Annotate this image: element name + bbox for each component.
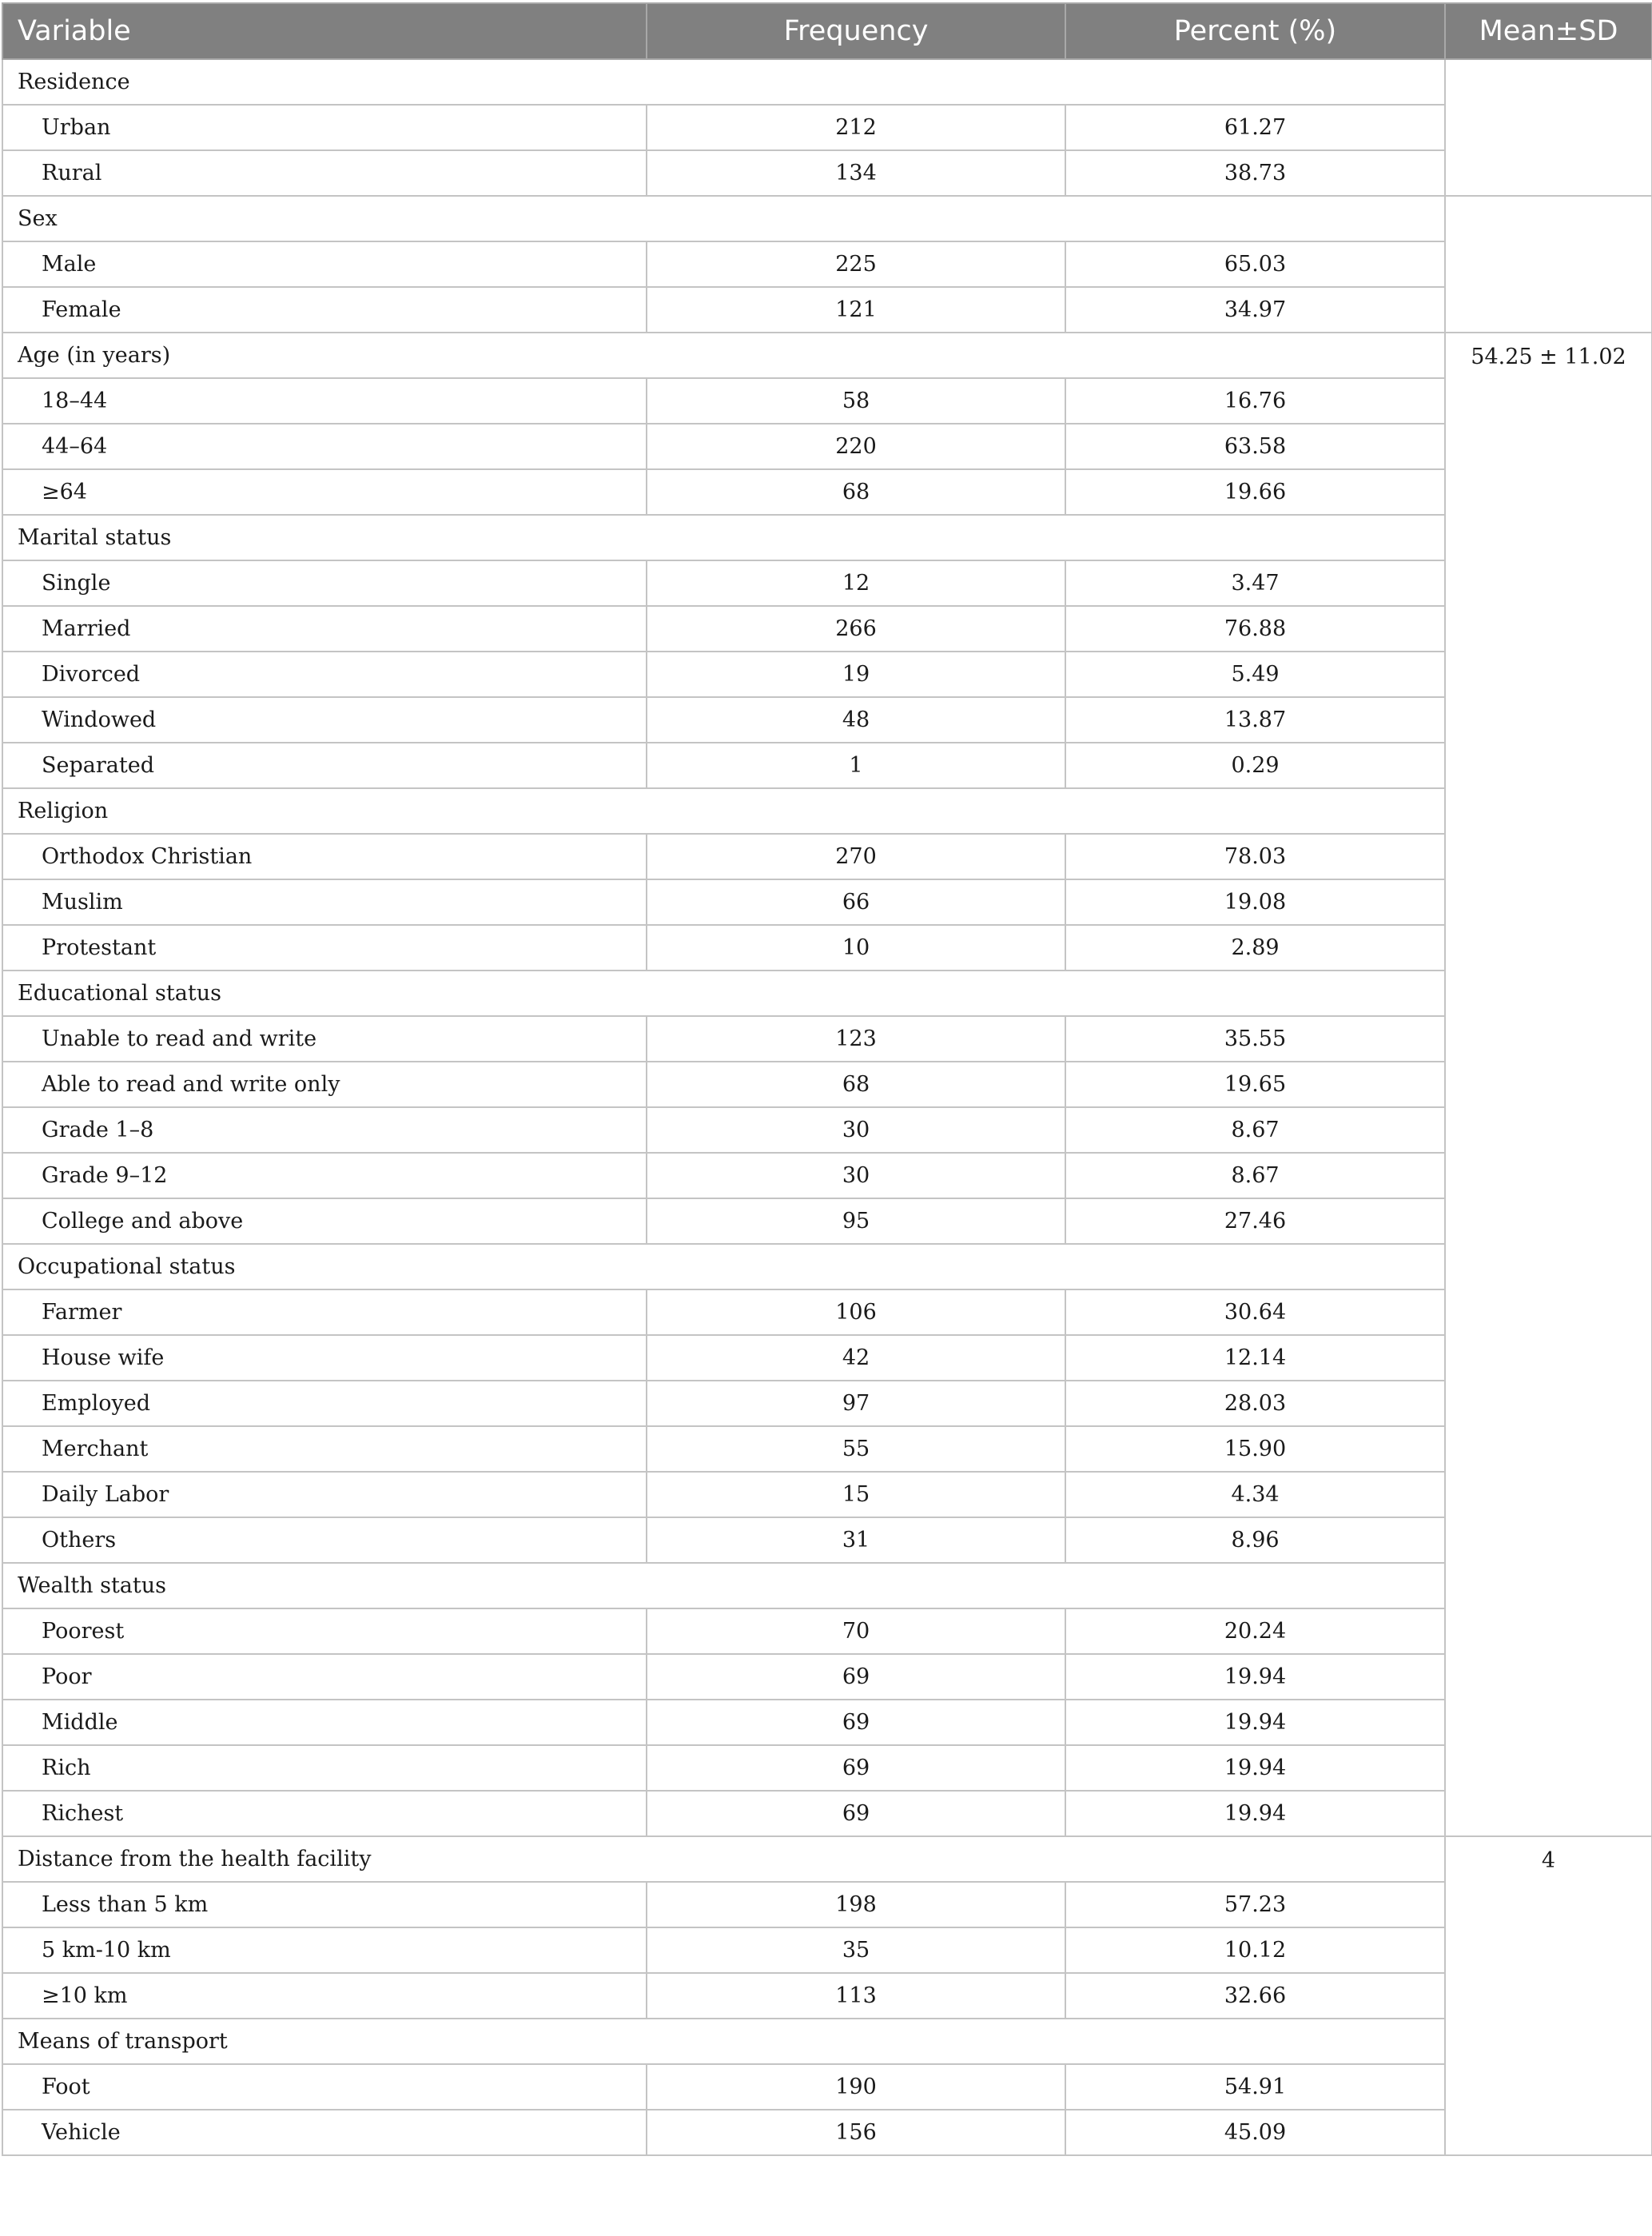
row-label: Divorced <box>2 652 647 697</box>
percent-cell: 61.27 <box>1065 105 1445 150</box>
category-label: Means of transport <box>2 2019 1445 2064</box>
row-label: House wife <box>2 1335 647 1381</box>
mean-sd-cell <box>1445 59 1652 196</box>
table-row <box>2 150 1652 196</box>
frequency-cell: 15 <box>647 1472 1065 1517</box>
table-row <box>2 287 1652 333</box>
percent-cell: 34.97 <box>1065 287 1445 333</box>
table-row <box>2 424 1652 469</box>
table-row <box>2 1608 1652 1654</box>
table-row <box>2 834 1652 879</box>
table-row <box>2 1973 1652 2019</box>
percent-cell: 19.94 <box>1065 1654 1445 1700</box>
frequency-cell: 97 <box>647 1381 1065 1426</box>
percent-cell: 2.89 <box>1065 925 1445 971</box>
frequency-cell: 69 <box>647 1700 1065 1745</box>
table-row <box>2 1472 1652 1517</box>
frequency-cell: 156 <box>647 2110 1065 2155</box>
row-label: Foot <box>2 2064 647 2110</box>
frequency-cell: 70 <box>647 1608 1065 1654</box>
row-label: Protestant <box>2 925 647 971</box>
category-row <box>2 196 1652 241</box>
percent-cell: 0.29 <box>1065 743 1445 788</box>
frequency-cell: 30 <box>647 1107 1065 1153</box>
frequency-cell: 1 <box>647 743 1065 788</box>
table-row <box>2 606 1652 652</box>
table-row <box>2 241 1652 287</box>
row-label: Married <box>2 606 647 652</box>
row-label: Rich <box>2 1745 647 1791</box>
table-row <box>2 1107 1652 1153</box>
table-row <box>2 1882 1652 1927</box>
mean-sd-cell: 54.25 ± 11.02 <box>1445 333 1652 1836</box>
table-row <box>2 469 1652 515</box>
percent-cell: 19.94 <box>1065 1700 1445 1745</box>
table-row <box>2 1700 1652 1745</box>
frequency-cell: 30 <box>647 1153 1065 1198</box>
table-row <box>2 1289 1652 1335</box>
percent-cell: 19.94 <box>1065 1745 1445 1791</box>
category-row <box>2 515 1652 560</box>
row-label: Windowed <box>2 697 647 743</box>
category-row <box>2 2019 1652 2064</box>
percent-cell: 20.24 <box>1065 1608 1445 1654</box>
percent-cell: 65.03 <box>1065 241 1445 287</box>
frequency-cell: 106 <box>647 1289 1065 1335</box>
frequency-cell: 69 <box>647 1654 1065 1700</box>
header-mean-sd: Mean±SD <box>1445 3 1652 59</box>
row-label: Muslim <box>2 879 647 925</box>
percent-cell: 28.03 <box>1065 1381 1445 1426</box>
percent-cell: 8.67 <box>1065 1107 1445 1153</box>
frequency-cell: 113 <box>647 1973 1065 2019</box>
row-label: Others <box>2 1517 647 1563</box>
category-label: Occupational status <box>2 1244 1445 1289</box>
row-label: 5 km-10 km <box>2 1927 647 1973</box>
frequency-cell: 10 <box>647 925 1065 971</box>
percent-cell: 15.90 <box>1065 1426 1445 1472</box>
row-label: Grade 1–8 <box>2 1107 647 1153</box>
row-label: Male <box>2 241 647 287</box>
percent-cell: 57.23 <box>1065 1882 1445 1927</box>
percent-cell: 32.66 <box>1065 1973 1445 2019</box>
category-row <box>2 971 1652 1016</box>
frequency-cell: 48 <box>647 697 1065 743</box>
row-label: Vehicle <box>2 2110 647 2155</box>
header-percent: Percent (%) <box>1065 3 1445 59</box>
category-row <box>2 1836 1652 1882</box>
frequency-cell: 270 <box>647 834 1065 879</box>
percent-cell: 3.47 <box>1065 560 1445 606</box>
percent-cell: 45.09 <box>1065 2110 1445 2155</box>
table-row <box>2 743 1652 788</box>
table-row <box>2 1198 1652 1244</box>
row-label: 18–44 <box>2 378 647 424</box>
frequency-cell: 68 <box>647 1062 1065 1107</box>
frequency-cell: 190 <box>647 2064 1065 2110</box>
table-row <box>2 652 1652 697</box>
category-label: Religion <box>2 788 1445 834</box>
category-label: Marital status <box>2 515 1445 560</box>
frequency-cell: 19 <box>647 652 1065 697</box>
row-label: Farmer <box>2 1289 647 1335</box>
table-row <box>2 1745 1652 1791</box>
category-label: Sex <box>2 196 1445 241</box>
header-frequency: Frequency <box>647 3 1065 59</box>
frequency-cell: 266 <box>647 606 1065 652</box>
frequency-cell: 55 <box>647 1426 1065 1472</box>
row-label: ≥10 km <box>2 1973 647 2019</box>
frequency-cell: 198 <box>647 1882 1065 1927</box>
row-label: Separated <box>2 743 647 788</box>
percent-cell: 35.55 <box>1065 1016 1445 1062</box>
table-row <box>2 2064 1652 2110</box>
percent-cell: 5.49 <box>1065 652 1445 697</box>
demographics-table <box>2 2 1652 2156</box>
row-label: College and above <box>2 1198 647 1244</box>
row-label: Female <box>2 287 647 333</box>
row-label: Poor <box>2 1654 647 1700</box>
frequency-cell: 68 <box>647 469 1065 515</box>
table-row <box>2 697 1652 743</box>
table-row <box>2 2110 1652 2155</box>
table-row <box>2 1426 1652 1472</box>
row-label: Able to read and write only <box>2 1062 647 1107</box>
frequency-cell: 58 <box>647 378 1065 424</box>
table-row <box>2 1381 1652 1426</box>
frequency-cell: 69 <box>647 1745 1065 1791</box>
row-label: Unable to read and write <box>2 1016 647 1062</box>
percent-cell: 13.87 <box>1065 697 1445 743</box>
percent-cell: 10.12 <box>1065 1927 1445 1973</box>
category-label: Educational status <box>2 971 1445 1016</box>
category-row <box>2 1563 1652 1608</box>
table-row <box>2 879 1652 925</box>
row-label: Richest <box>2 1791 647 1836</box>
row-label: Middle <box>2 1700 647 1745</box>
percent-cell: 8.96 <box>1065 1517 1445 1563</box>
percent-cell: 19.08 <box>1065 879 1445 925</box>
percent-cell: 63.58 <box>1065 424 1445 469</box>
category-row <box>2 788 1652 834</box>
table-row <box>2 1927 1652 1973</box>
percent-cell: 76.88 <box>1065 606 1445 652</box>
frequency-cell: 12 <box>647 560 1065 606</box>
table-row <box>2 105 1652 150</box>
frequency-cell: 69 <box>647 1791 1065 1836</box>
percent-cell: 78.03 <box>1065 834 1445 879</box>
category-label: Residence <box>2 59 1445 105</box>
table-row <box>2 1517 1652 1563</box>
row-label: ≥64 <box>2 469 647 515</box>
mean-sd-cell: 4 <box>1445 1836 1652 2155</box>
percent-cell: 4.34 <box>1065 1472 1445 1517</box>
table-row <box>2 1062 1652 1107</box>
row-label: Orthodox Christian <box>2 834 647 879</box>
frequency-cell: 225 <box>647 241 1065 287</box>
frequency-cell: 123 <box>647 1016 1065 1062</box>
row-label: Rural <box>2 150 647 196</box>
percent-cell: 19.66 <box>1065 469 1445 515</box>
table-row <box>2 1654 1652 1700</box>
table-row <box>2 1335 1652 1381</box>
frequency-cell: 31 <box>647 1517 1065 1563</box>
category-row <box>2 1244 1652 1289</box>
table-row <box>2 378 1652 424</box>
category-row <box>2 333 1652 378</box>
row-label: Poorest <box>2 1608 647 1654</box>
row-label: Urban <box>2 105 647 150</box>
row-label: 44–64 <box>2 424 647 469</box>
percent-cell: 8.67 <box>1065 1153 1445 1198</box>
row-label: Merchant <box>2 1426 647 1472</box>
header-row <box>2 3 1652 59</box>
mean-sd-cell <box>1445 196 1652 333</box>
category-label: Distance from the health facility <box>2 1836 1445 1882</box>
frequency-cell: 66 <box>647 879 1065 925</box>
category-row <box>2 59 1652 105</box>
category-label: Wealth status <box>2 1563 1445 1608</box>
percent-cell: 30.64 <box>1065 1289 1445 1335</box>
row-label: Employed <box>2 1381 647 1426</box>
frequency-cell: 95 <box>647 1198 1065 1244</box>
table-row <box>2 1153 1652 1198</box>
row-label: Daily Labor <box>2 1472 647 1517</box>
table-row <box>2 925 1652 971</box>
percent-cell: 38.73 <box>1065 150 1445 196</box>
percent-cell: 16.76 <box>1065 378 1445 424</box>
row-label: Single <box>2 560 647 606</box>
frequency-cell: 220 <box>647 424 1065 469</box>
percent-cell: 19.65 <box>1065 1062 1445 1107</box>
percent-cell: 19.94 <box>1065 1791 1445 1836</box>
frequency-cell: 35 <box>647 1927 1065 1973</box>
header-variable: Variable <box>2 3 647 59</box>
table-row <box>2 1791 1652 1836</box>
row-label: Less than 5 km <box>2 1882 647 1927</box>
frequency-cell: 134 <box>647 150 1065 196</box>
category-label: Age (in years) <box>2 333 1445 378</box>
frequency-cell: 121 <box>647 287 1065 333</box>
row-label: Grade 9–12 <box>2 1153 647 1198</box>
table-row <box>2 1016 1652 1062</box>
percent-cell: 27.46 <box>1065 1198 1445 1244</box>
percent-cell: 54.91 <box>1065 2064 1445 2110</box>
frequency-cell: 212 <box>647 105 1065 150</box>
frequency-cell: 42 <box>647 1335 1065 1381</box>
percent-cell: 12.14 <box>1065 1335 1445 1381</box>
table-row <box>2 560 1652 606</box>
